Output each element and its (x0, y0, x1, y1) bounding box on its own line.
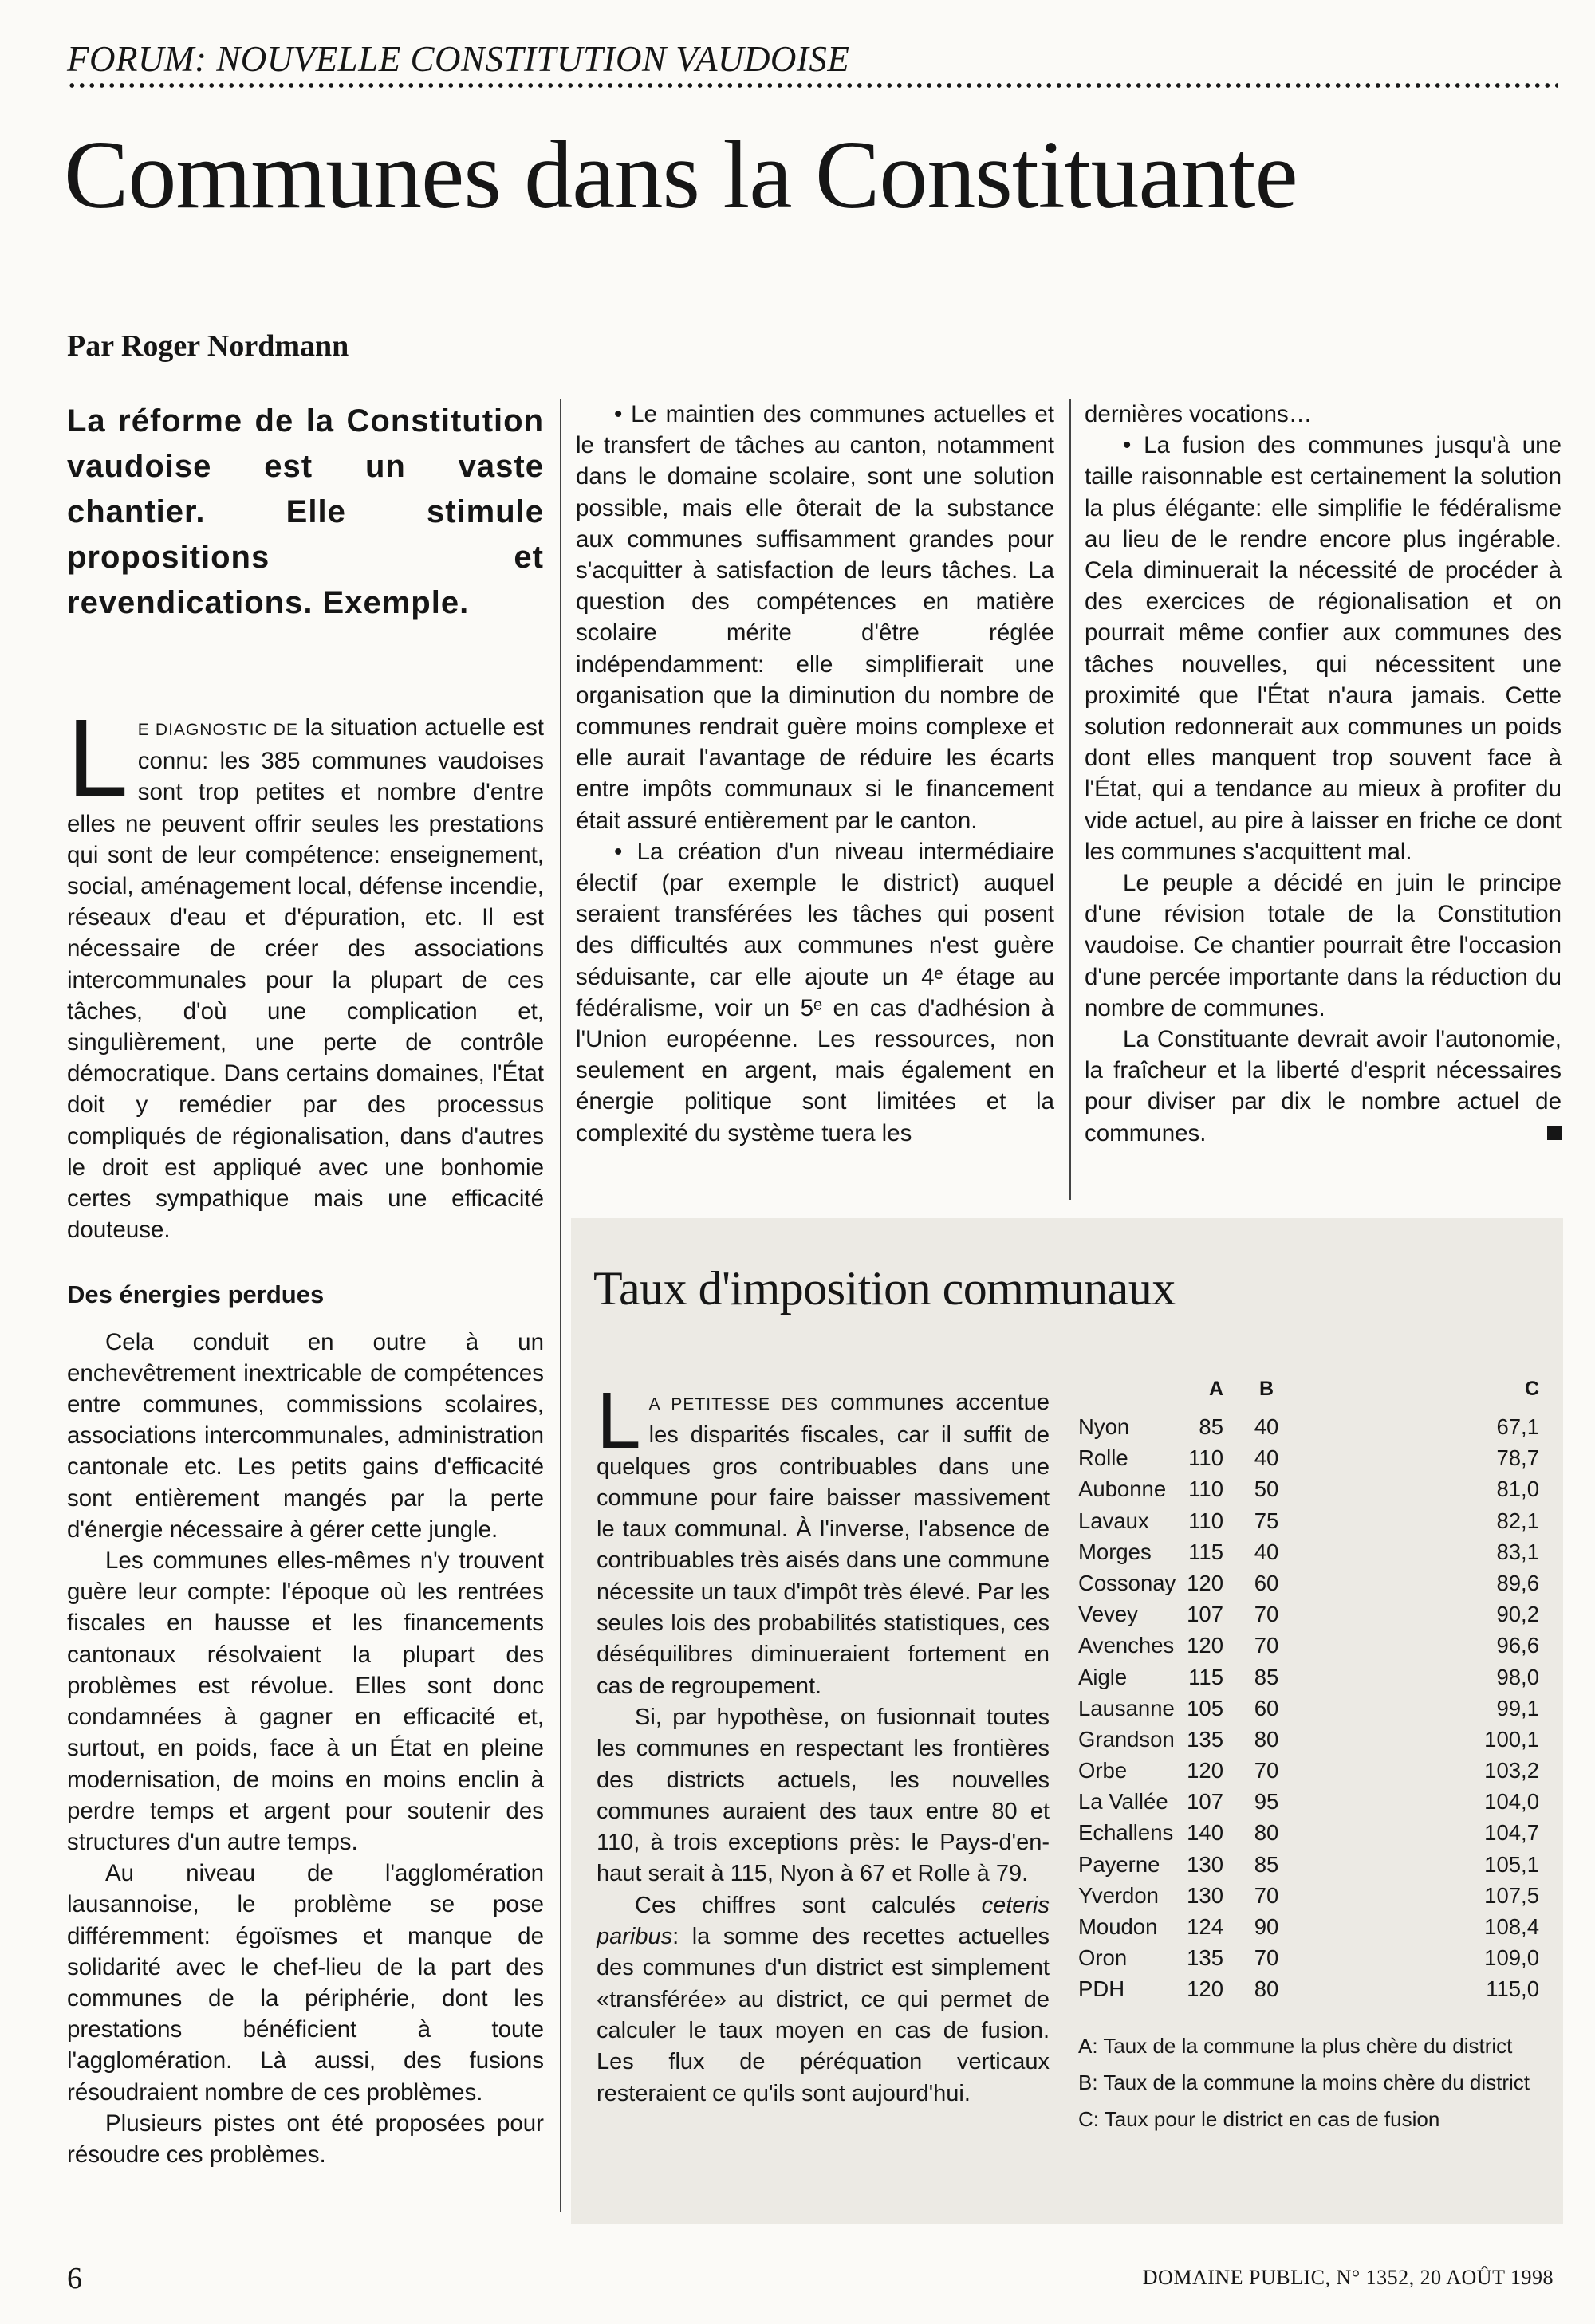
table-row (1077, 1973, 1539, 2004)
table-row (1077, 1630, 1539, 1661)
rate-c: 107,5 (1484, 1882, 1539, 1908)
table-row (1077, 1536, 1539, 1567)
paragraph-text: : la somme des recettes actuelles des communes d'un district est simplement «transférée» au district, ce qui permet de calculer le taux moyen en cas de fusion. Les flux de péréquation verticaux resteraient ce qu'ils sont aujourd'hui. (597, 1924, 1050, 2106)
rate-c: 104,0 (1484, 1789, 1539, 1815)
lead-paragraph (597, 1376, 1050, 1702)
rate-a: 110 (1188, 1508, 1223, 1533)
table-row (1077, 1411, 1539, 1442)
district-name: Lausanne (1078, 1695, 1175, 1720)
district-name: Nyon (1078, 1414, 1130, 1439)
table-row (1077, 1505, 1539, 1536)
district-name: Lavaux (1078, 1508, 1149, 1533)
district-name: Morges (1078, 1539, 1152, 1564)
column-rule (1069, 399, 1071, 1200)
rate-c: 83,1 (1496, 1539, 1539, 1564)
rate-b: 40 (1254, 1539, 1279, 1564)
rate-a: 120 (1187, 1633, 1223, 1658)
rate-a: 120 (1187, 1976, 1223, 2002)
rate-c: 78,7 (1496, 1445, 1539, 1471)
rate-b: 90 (1254, 1914, 1279, 1939)
paragraph: • Le maintien des communes actuelles et le transfert de tâches au canton, notamment dans le domaine scolaire, sont une solution possible, mais elle ôterait de la substance aux communes suffisamment grandes pour s'acquitter à satisfaction de leurs tâches. La question des compétences en matière scolaire mérite d'être réglée indépendamment: elle simplifierait une organisation que la diminution du nombre de communes rendrait guère moins complexe et elle aurait l'avantage de réduire les écarts entre impôts communaux si le financement était assuré entièrement par le canton. (576, 401, 1054, 834)
paragraph (1085, 1024, 1562, 1149)
table-row (1077, 1911, 1539, 1942)
rate-b: 50 (1254, 1477, 1279, 1502)
rate-b: 40 (1254, 1445, 1279, 1471)
table-body (1077, 1411, 1539, 2005)
end-of-article-square-icon (1547, 1126, 1562, 1140)
rate-a: 130 (1187, 1882, 1223, 1908)
drop-cap: L (67, 697, 128, 820)
rate-c: 96,6 (1496, 1633, 1539, 1658)
rate-b: 75 (1254, 1508, 1279, 1533)
district-name: Orbe (1078, 1758, 1128, 1783)
subheading: Des énergies perdues (67, 1280, 325, 1309)
table-row (1077, 1880, 1539, 1911)
tax-rate-table (1077, 1378, 1539, 2005)
paragraph: Cela conduit en outre à un enchevêtrement inextricable de compétences entre communes, commissions scolaires, associations intercommunales, administration cantonale etc. Les petits gains d'efficacité sont entièrement mangés par la perte d'énergie nécessaire à gérer cette jungle. (67, 1328, 544, 1543)
district-name: Yverdon (1078, 1882, 1159, 1908)
dotted-rule (67, 81, 1558, 89)
district-name: Rolle (1078, 1445, 1128, 1471)
rate-b: 70 (1254, 1758, 1279, 1783)
rate-c: 82,1 (1496, 1508, 1539, 1533)
district-name: Payerne (1078, 1851, 1160, 1877)
rate-c: 103,2 (1484, 1758, 1539, 1783)
district-name: Echallens (1078, 1820, 1174, 1846)
table-row (1077, 1661, 1539, 1693)
table-row (1077, 1849, 1539, 1880)
paragraph: Au niveau de l'agglomération lausannoise, le problème se pose différemment: égoïsmes et manque de solidarité avec le chef-lieu de la part des communes de la périphérie, dont les prestations bénéficient à toute l'agglomération. Là aussi, des fusions résoudraient nombre de ces problèmes. (67, 1860, 544, 2106)
rate-b: 85 (1254, 1664, 1279, 1689)
table-row (1077, 1442, 1539, 1473)
district-name: Avenches (1078, 1633, 1175, 1658)
rate-b: 70 (1254, 1602, 1279, 1627)
rate-b: 85 (1254, 1851, 1279, 1877)
rate-a: 115 (1188, 1539, 1223, 1564)
table-legend (1078, 2031, 1541, 2141)
article-title: Communes dans la Constituante (64, 121, 1298, 229)
district-name: La Vallée (1078, 1789, 1168, 1815)
district-name: Oron (1078, 1945, 1128, 1971)
box-title: Taux d'imposition communaux (593, 1262, 1176, 1315)
page-number: 6 (67, 2262, 82, 2295)
table-row (1077, 1598, 1539, 1630)
paragraph (597, 1890, 1050, 2110)
rate-a: 140 (1187, 1820, 1223, 1846)
rate-c: 105,1 (1484, 1851, 1539, 1877)
paragraph: • La création d'un niveau intermédiaire électif (par exemple le district) auquel seraient transférées les tâches qui posent des difficultés aux communes n'est guère séduisante, car elle ajoute un 4ᵉ étage au fédéralisme, voir un 5ᵉ en cas d'adhésion à l'Union européenne. Les ressources, non seulement en argent, mais également en énergie politique sont limitées et la complexité du système tuera les (576, 838, 1054, 1146)
rate-a: 124 (1187, 1914, 1223, 1939)
rate-a: 135 (1187, 1945, 1223, 1971)
paragraph: dernières vocations… (1085, 401, 1313, 427)
lead-small-caps: A PETITESSE DES (648, 1395, 819, 1414)
rate-b: 80 (1254, 1820, 1279, 1846)
byline: Par Roger Nordmann (67, 329, 349, 363)
rate-a: 110 (1188, 1445, 1223, 1471)
article-column-1 (67, 399, 544, 2170)
rate-a: 107 (1187, 1602, 1223, 1627)
box-text (597, 1376, 1050, 2110)
rate-a: 110 (1188, 1477, 1223, 1502)
legend-item-c: C: Taux pour le district en cas de fusion (1078, 2107, 1440, 2131)
district-name: Cossonay (1078, 1570, 1176, 1595)
publication-footer: DOMAINE PUBLIC, N° 1352, 20 AOÛT 1998 (1142, 2266, 1554, 2289)
chapeau: La réforme de la Constitution vaudoise est un vaste chantier. Elle stimule propositions et revendications. Exemple. (67, 403, 544, 620)
paragraph-text: La Constituante devrait avoir l'autonomie, la fraîcheur et la liberté d'esprit nécessaires pour diviser par dix le nombre actuel de communes. (1085, 1026, 1562, 1146)
paragraph: Plusieurs pistes ont été proposées pour résoudre ces problèmes. (67, 2110, 544, 2168)
rate-b: 95 (1254, 1789, 1279, 1815)
paragraph-text: la situation actuelle est connu: les 385 communes vaudoises sont trop petites et nombre d'entre elles ne peuvent offrir seules les prestations qui sont de leur compétence: enseignement, social, aménagement local, défense incendie, réseaux d'eau et d'épuration, etc. Il est nécessaire de créer des associations intercommunales pour la plupart de ces tâches, d'où une complication et, singulièrement, une perte de contrôle démocratique. Dans certains domaines, l'État doit y remédier par des processus compliqués de régionalisation, dans d'autres le droit est appliqué avec une bonhomie certes sympathique mais une efficacité douteuse. (67, 714, 544, 1244)
rate-a: 85 (1199, 1414, 1223, 1439)
paragraph: Le peuple a décidé en juin le principe d'une révision totale de la Constitution vaudoise. Ce chantier pourrait être l'occasion d'une percée importante dans la réduction du nombre de communes. (1085, 870, 1562, 1021)
paragraph: • La fusion des communes jusqu'à une taille raisonnable est certainement la solution la plus élégante: elle simplifie le fédéralisme au lieu de le rendre encore plus ingérable. Cela diminuerait la nécessité de procéder à des exercices de régionalisation et on pourrait même confier aux communes des tâches nouvelles, qui nécessitent une proximité que l'État n'aura jamais. Cette solution redonnerait aux communes un poids dont elles manquent trop souvent face à l'État, qui a tendance au mieux à profiter du vide actuel, au pire à laisser en friche ce dont les communes s'acquittent mal. (1085, 432, 1562, 865)
lead-small-caps: E DIAGNOSTIC DE (137, 721, 298, 739)
lead-paragraph (67, 697, 544, 1245)
legend-item-b: B: Taux de la commune la moins chère du district (1078, 2070, 1530, 2094)
rate-a: 107 (1187, 1789, 1223, 1815)
paragraph: Les communes elles-mêmes n'y trouvent guère leur compte: l'époque où les rentrées fiscales en hausse et les financements cantonaux résolvaient la plupart des problèmes est révolue. Elles sont donc condamnées à gagner en efficacité et, surtout, en poids, face à un État en pleine modernisation, de moins en moins enclin à perdre temps et argent pour soutenir des structures d'un autre temps. (67, 1547, 544, 1855)
rate-b: 70 (1254, 1945, 1279, 1971)
rate-c: 100,1 (1484, 1726, 1539, 1752)
legend-item-a: A: Taux de la commune la plus chère du district (1078, 2034, 1513, 2058)
column-header-a: A (1208, 1378, 1223, 1400)
drop-cap: L (597, 1376, 641, 1465)
rate-c: 99,1 (1496, 1695, 1539, 1720)
paragraph-text: Ces chiffres sont calculés (635, 1892, 982, 1918)
article-column-2 (576, 399, 1054, 1149)
column-header-c: C (1524, 1378, 1539, 1400)
rate-c: 98,0 (1496, 1664, 1539, 1689)
table-row (1077, 1693, 1539, 1724)
rate-b: 40 (1254, 1414, 1279, 1439)
rate-b: 70 (1254, 1882, 1279, 1908)
rate-b: 70 (1254, 1633, 1279, 1658)
rate-a: 115 (1188, 1664, 1223, 1689)
district-name: Grandson (1078, 1726, 1175, 1752)
district-name: Moudon (1078, 1914, 1158, 1939)
rate-c: 104,7 (1484, 1820, 1539, 1846)
rate-b: 80 (1254, 1726, 1279, 1752)
rate-a: 105 (1187, 1695, 1223, 1720)
table-header (1077, 1378, 1539, 1411)
table-row (1077, 1724, 1539, 1755)
rate-b: 60 (1254, 1570, 1279, 1595)
rate-b: 60 (1254, 1695, 1279, 1720)
table-row (1077, 1786, 1539, 1817)
table-row (1077, 1473, 1539, 1504)
rate-a: 135 (1187, 1726, 1223, 1752)
district-name: PDH (1078, 1976, 1125, 2002)
column-rule (560, 399, 561, 2212)
table-row (1077, 1942, 1539, 1973)
rate-c: 109,0 (1484, 1945, 1539, 1971)
rate-c: 90,2 (1496, 1602, 1539, 1627)
latin-phrase: ceteris paribus (597, 1892, 1050, 1950)
district-name: Vevey (1078, 1602, 1138, 1627)
rate-b: 80 (1254, 1976, 1279, 2002)
district-name: Aubonne (1078, 1477, 1167, 1502)
rate-c: 108,4 (1484, 1914, 1539, 1939)
rate-c: 115,0 (1486, 1976, 1539, 2002)
table-row (1077, 1567, 1539, 1598)
rate-c: 89,6 (1496, 1570, 1539, 1595)
paragraph: Si, par hypothèse, on fusionnait toutes les communes en respectant les frontières des districts actuels, les nouvelles communes auraient des taux entre 80 et 110, à trois exceptions près: le Pays-d'en-haut serait à 115, Nyon à 67 et Rolle à 79. (597, 1704, 1050, 1887)
table-row (1077, 1755, 1539, 1786)
rate-a: 120 (1187, 1570, 1223, 1595)
district-name: Aigle (1078, 1664, 1128, 1689)
rate-a: 120 (1187, 1758, 1223, 1783)
column-header-b: B (1258, 1378, 1274, 1400)
section-header: FORUM: NOUVELLE CONSTITUTION VAUDOISE (67, 39, 850, 79)
article-column-3 (1085, 399, 1562, 1149)
table-row (1077, 1817, 1539, 1848)
rate-c: 81,0 (1496, 1477, 1539, 1502)
paragraph-text: communes accentue les disparités fiscales, car il suffit de quelques gros contribuables dans une commune pour faire baisser massivement le taux communal. À l'inverse, l'absence de contribuables très aisés dans une commune nécessite un taux d'impôt très élevé. Par les seules lois des probabilités statistiques, ces déséquilibres diminueraient fortement en cas de regroupement. (597, 1390, 1050, 1699)
rate-a: 130 (1187, 1851, 1223, 1877)
rate-c: 67,1 (1496, 1414, 1539, 1439)
